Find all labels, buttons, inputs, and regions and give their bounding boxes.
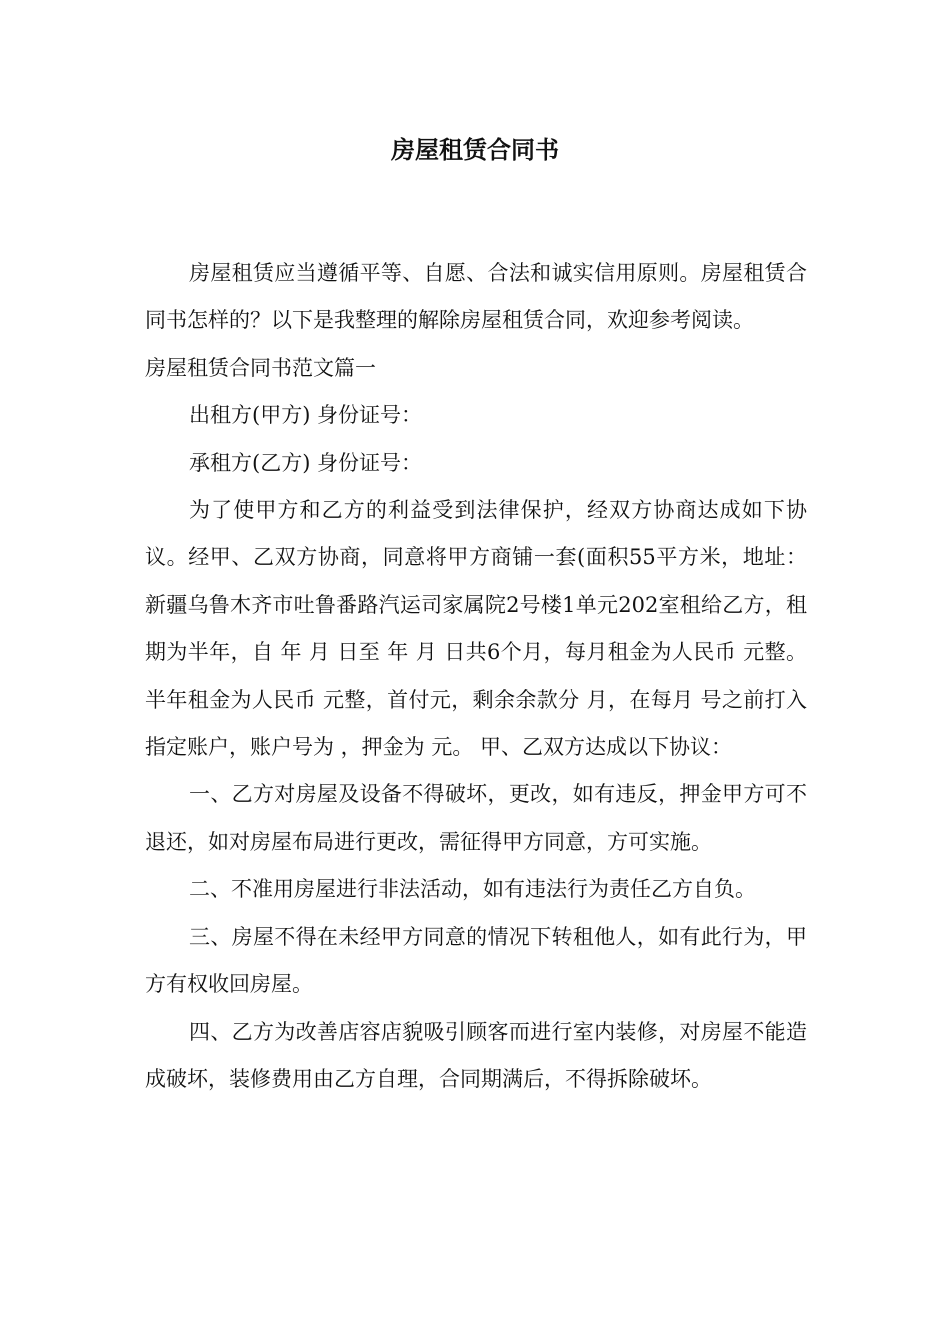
lessor-line: 出租方(甲方) 身份证号： [189,403,423,428]
clause-1: 一、乙方对房屋及设备不得破坏，更改，如有违反，押金甲方可不退还，如对房屋布局进行更改，需征得甲方同意，方可实施。 [145,782,807,854]
lessee-line: 承租方(乙方) 身份证号： [189,450,423,475]
document-body [145,250,807,1103]
clause-4: 四、乙方为改善店容店貌吸引顾客而进行室内装修，对房屋不能造成破坏，装修费用由乙方自理，合同期满后，不得拆除破坏。 [145,1019,807,1091]
intro-paragraph: 房屋租赁应当遵循平等、自愿、合法和诚实信用原则。房屋租赁合同书怎样的？以下是我整理的解除房屋租赁合同，欢迎参考阅读。 [145,261,807,333]
clause-3: 三、房屋不得在未经甲方同意的情况下转租他人，如有此行为，甲方有权收回房屋。 [145,924,807,997]
agreement-paragraph: 为了使甲方和乙方的利益受到法律保护，经双方协商达成如下协议。经甲、乙双方协商，同意将甲方商铺一套(面积55平方米，地址：新疆乌鲁木齐市吐鲁番路汽运司家属院2号楼1单元202室租给乙方，租期为半年，自 年 月 日至 年 月 日共6个月，每月租金为人民币 元整。半年租金为人民币 元整，首付元，剩余余款分 月，在每月 号之前打入指定账户，账户号为 ，押金为 元。 甲、乙双方达成以下协议： [145,498,807,760]
document-title: 房屋租赁合同书 [391,136,559,164]
section-heading: 房屋租赁合同书范文篇一 [145,355,376,380]
clause-2: 二、不准用房屋进行非法活动，如有违法行为责任乙方自负。 [189,877,756,902]
